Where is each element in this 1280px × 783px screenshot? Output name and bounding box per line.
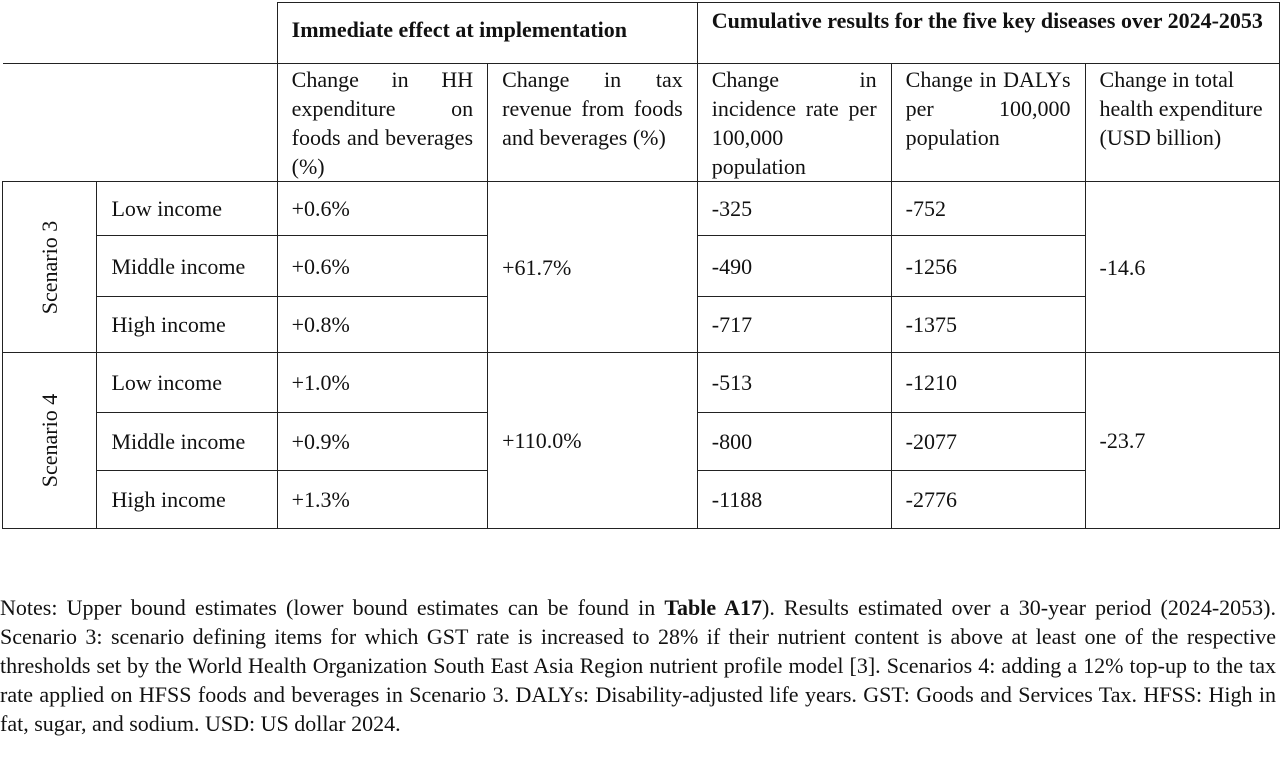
health-expenditure-value: -14.6 [1085, 182, 1279, 353]
results-table [2, 2, 1280, 529]
scenario-label [3, 353, 97, 529]
income-group: High income [97, 297, 277, 353]
corner-cell [3, 3, 278, 64]
notes-text-continued: ). Results estimated over a 30-year period (2024-2053). Scenario 3: scenario defining items for which GST rate is increased to 28% if their nutrient content is above at least one of the respective thresholds set by the World Health Organization South East Asia Region nutrient profile model [3]. Scenarios 4: adding a 12% top-up to the tax rate applied on HFSS foods and beverages in Scenario 3. DALYs: Disability-adjusted life years. GST: Goods and Services Tax. HFSS: High in fat, sugar, and sodium. USD: US dollar 2024. [0, 595, 1276, 736]
incidence-value: -490 [697, 236, 891, 297]
income-group: Low income [97, 353, 277, 413]
income-group: Low income [97, 182, 277, 236]
column-header-row [3, 64, 1280, 182]
header-dalys: Change in DALYs per 100,000 population [891, 64, 1085, 182]
income-group: Middle income [97, 236, 277, 297]
health-expenditure-value: -23.7 [1085, 353, 1279, 529]
table-notes [0, 593, 1276, 738]
corner-cell [3, 64, 278, 182]
scenario-label-text: Scenario 3 [37, 220, 63, 314]
header-incidence: Change in incidence rate per 100,000 population [697, 64, 891, 182]
income-group: Middle income [97, 413, 277, 471]
dalys-value: -2077 [891, 413, 1085, 471]
incidence-value: -800 [697, 413, 891, 471]
income-group: High income [97, 471, 277, 529]
dalys-value: -1256 [891, 236, 1085, 297]
incidence-value: -513 [697, 353, 891, 413]
tax-revenue-value: +61.7% [488, 182, 698, 353]
group-header-immediate: Immediate effect at implementation [277, 3, 697, 64]
hh-expenditure-value: +0.9% [277, 413, 487, 471]
hh-expenditure-value: +0.6% [277, 182, 487, 236]
header-health-expenditure: Change in total health expenditure (USD billion) [1085, 64, 1279, 182]
scenario-label-text: Scenario 4 [37, 393, 63, 488]
hh-expenditure-value: +0.6% [277, 236, 487, 297]
header-hh-expenditure: Change in HH expenditure on foods and beverages (%) [277, 64, 487, 182]
table-row [3, 182, 1280, 236]
hh-expenditure-value: +0.8% [277, 297, 487, 353]
tax-revenue-value: +110.0% [488, 353, 698, 529]
group-header-row [3, 3, 1280, 64]
scenario-label [3, 182, 97, 353]
incidence-value: -325 [697, 182, 891, 236]
dalys-value: -752 [891, 182, 1085, 236]
incidence-value: -1188 [697, 471, 891, 529]
notes-text: Notes: Upper bound estimates (lower bound estimates can be found in [0, 595, 665, 620]
hh-expenditure-value: +1.0% [277, 353, 487, 413]
incidence-value: -717 [697, 297, 891, 353]
hh-expenditure-value: +1.3% [277, 471, 487, 529]
dalys-value: -1210 [891, 353, 1085, 413]
dalys-value: -1375 [891, 297, 1085, 353]
table-row [3, 353, 1280, 413]
dalys-value: -2776 [891, 471, 1085, 529]
table-reference: Table A17 [664, 595, 763, 620]
group-header-cumulative: Cumulative results for the five key diseases over 2024-2053 [697, 3, 1279, 64]
header-tax-revenue: Change in tax revenue from foods and beverages (%) [488, 64, 698, 182]
